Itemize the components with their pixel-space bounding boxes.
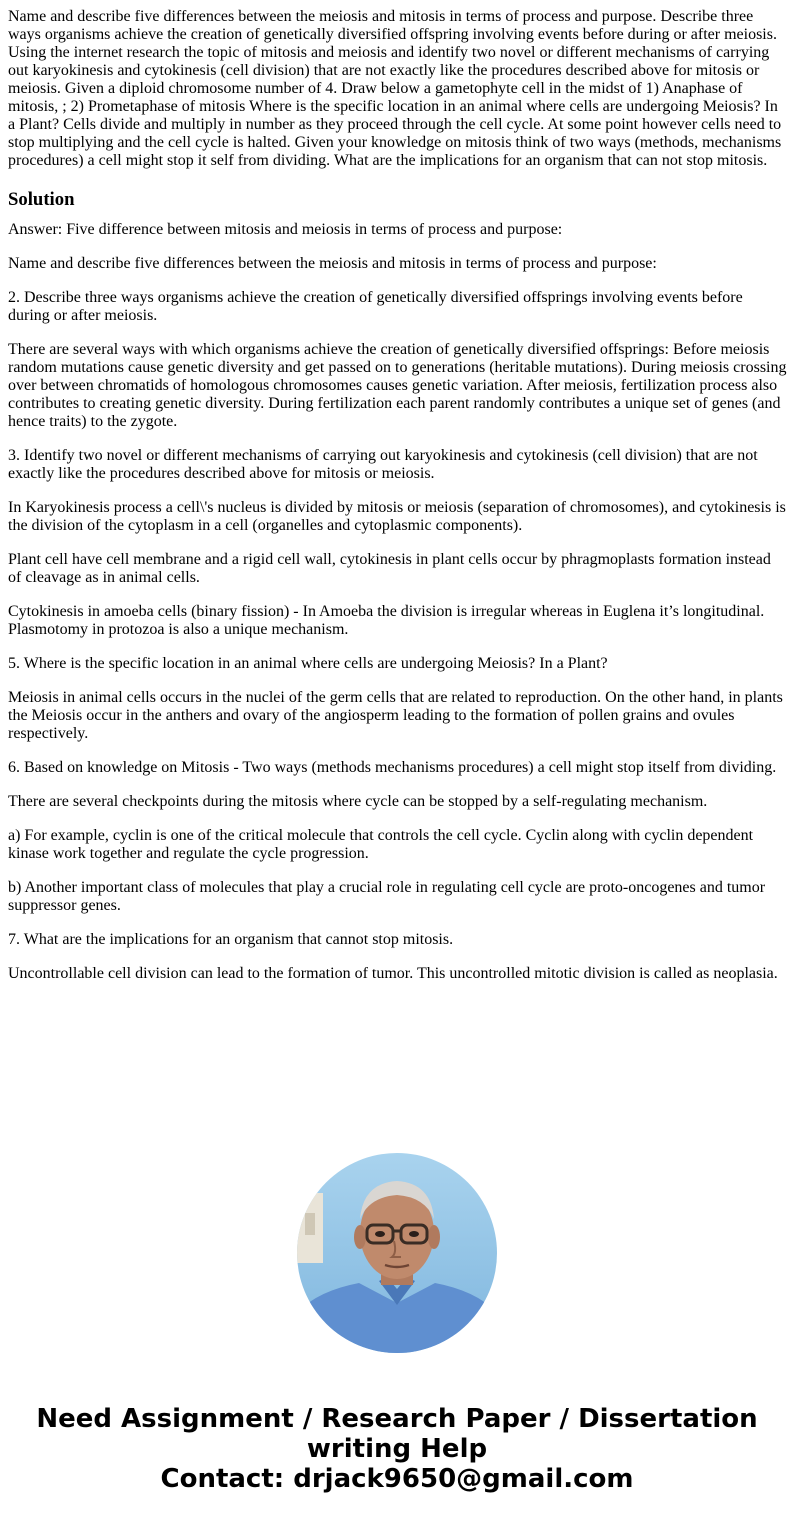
answer-intro: Answer: Five difference between mitosis and meiosis in terms of process and purpose: [8, 221, 563, 238]
answer-text-6a: a) For example, cyclin is one of the critical molecule that controls the cell cycle. Cyclin along with cyclin dependent kinase work together and regulate the cycle progression. [8, 827, 754, 862]
cta-contact-email[interactable]: Contact: drjack9650@gmail.com [160, 1464, 634, 1494]
answer-text-3b: Plant cell have cell membrane and a rigid cell wall, cytokinesis in plant cells occur by phragmoplasts formation instead of cleavage as in animal cells. [8, 551, 771, 586]
cta-line-2: writing Help [306, 1434, 488, 1464]
answer-text-3c: Cytokinesis in amoeba cells (binary fission) - In Amoeba the division is irregular whereas in Euglena it’s longitudinal. Plasmotomy in protozoa is also a unique mechanism. [8, 603, 765, 638]
question-text: Name and describe five differences between the meiosis and mitosis in terms of process and purpose. Describe three ways organisms achieve the creation of genetically diversified offspring involving events before during or after meiosis. Using the internet research the topic of mitosis and meiosis and identify two novel or different mechanisms of carrying out karyokinesis and cytokinesis (cell division) that are not exactly like the procedures described above for mitosis or meiosis. Given a diploid chromosome number of 4. Draw below a gametophyte cell in the midst of 1) Anaphase of mitosis, ; 2) Prometaphase of mitosis Where is the specific location in an animal where cells are undergoing Meiosis? In a Plant? Cells divide and multiply in number as they proceed through the cell cycle. At some point however cells need to stop multiplying and the cell cycle is halted. Given your knowledge on mitosis think of two ways (methods, mechanisms procedures) a cell might stop it self from dividing. What are the implications for an organism that can not stop mitosis. [8, 8, 782, 169]
contact-banner [0, 1404, 794, 1494]
answer-text-7: Uncontrollable cell division can lead to the formation of tumor. This uncontrolled mitotic division is called as neoplasia. [8, 965, 778, 982]
portrait-image [297, 1153, 497, 1353]
document-body [8, 8, 788, 999]
answer-text-6: There are several checkpoints during the mitosis where cycle can be stopped by a self-regulating mechanism. [8, 793, 708, 810]
answer-question-2: 2. Describe three ways organisms achieve the creation of genetically diversified offsprings involving events before during or after meiosis. [8, 289, 743, 324]
answer-text-5: Meiosis in animal cells occurs in the nuclei of the germ cells that are related to reproduction. On the other hand, in plants the Meiosis occur in the anthers and ovary of the angiosperm leading to the formation of pollen grains and ovules respectively. [8, 689, 783, 742]
cta-line-1: Need Assignment / Research Paper / Dissertation [36, 1404, 758, 1434]
answer-question-1: Name and describe five differences between the meiosis and mitosis in terms of process and purpose: [8, 255, 657, 272]
answer-question-7: 7. What are the implications for an organism that cannot stop mitosis. [8, 931, 454, 948]
answer-question-3: 3. Identify two novel or different mechanisms of carrying out karyokinesis and cytokinesis (cell division) that are not exactly like the procedures described above for mitosis or meiosis. [8, 447, 758, 482]
solution-heading: Solution [8, 189, 75, 210]
answer-text-2: There are several ways with which organisms achieve the creation of genetically diversified offsprings: Before meiosis random mutations cause genetic diversity and get passed on to generations (heritable mutations). During meiosis crossing over between chromatids of homologous chromosomes causes genetic variation. After meiosis, fertilization process also contributes to creating genetic diversity. During fertilization each parent randomly contributes a unique set of genes (and hence traits) to the zygote. [8, 341, 787, 430]
answer-text-6b: b) Another important class of molecules that play a crucial role in regulating cell cycle are proto-oncogenes and tumor suppressor genes. [8, 879, 766, 914]
answer-question-6: 6. Based on knowledge on Mitosis - Two ways (methods mechanisms procedures) a cell might stop itself from dividing. [8, 759, 777, 776]
answer-text-3a: In Karyokinesis process a cell\'s nucleus is divided by mitosis or meiosis (separation of chromosomes), and cytokinesis is the division of the cytoplasm in a cell (organelles and cytoplasmic components). [8, 499, 786, 534]
avatar [297, 1153, 497, 1353]
answer-question-5: 5. Where is the specific location in an animal where cells are undergoing Meiosis? In a Plant? [8, 655, 608, 672]
